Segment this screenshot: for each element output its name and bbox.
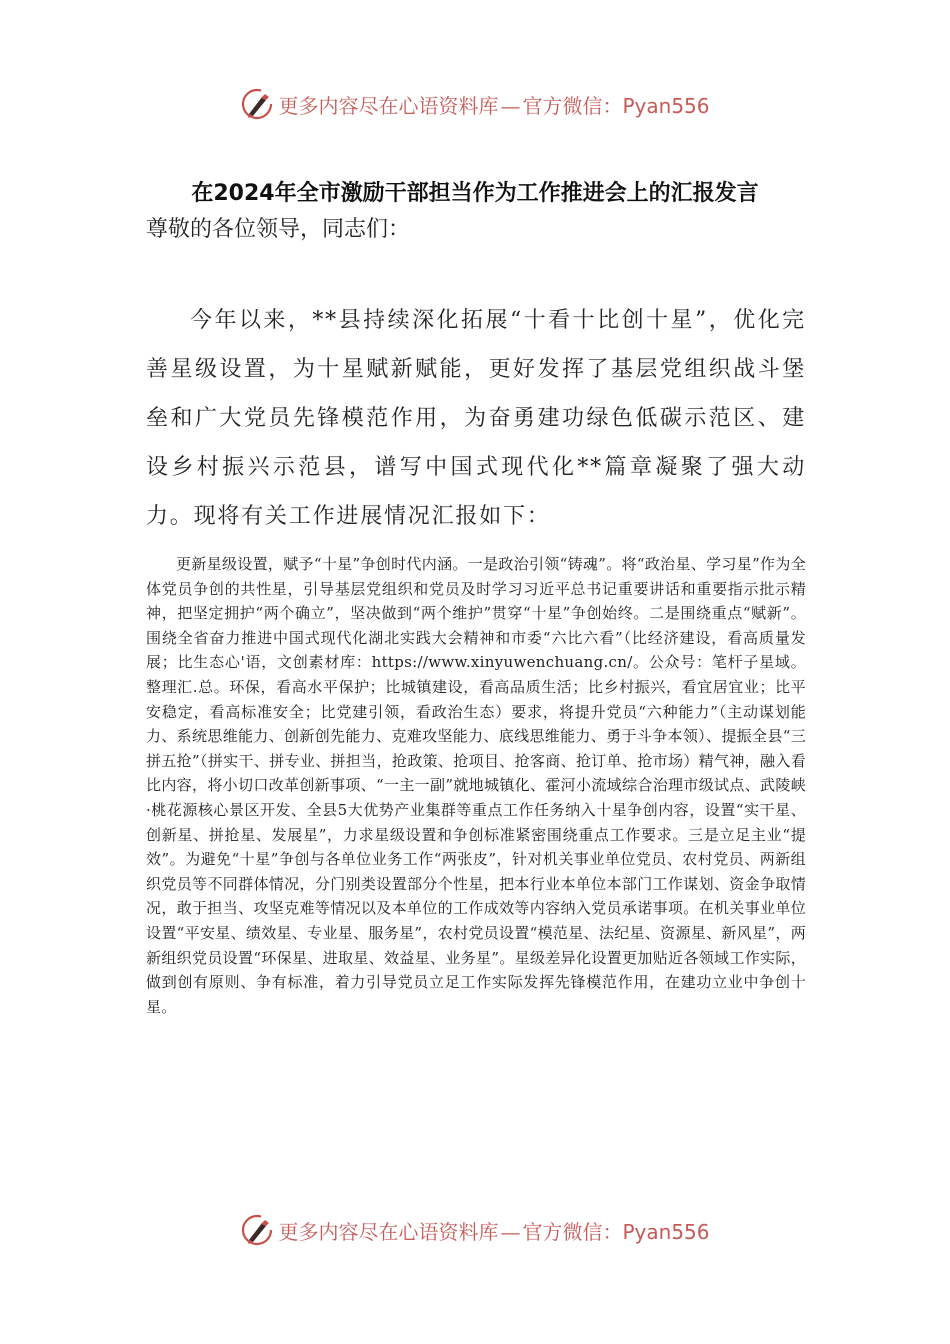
- pen-logo-icon: [240, 87, 274, 121]
- banner-wechat-id: Pyan556: [622, 1219, 710, 1244]
- salutation: 尊敬的各位领导，同志们：: [146, 217, 411, 242]
- footer-watermark-banner: [0, 1210, 950, 1250]
- banner-text: [278, 90, 709, 119]
- intro-paragraph: 今年以来，**县持续深化拓展“十看十比创十星”，优化完善星级设置，为十星赋新赋能，更好发挥了基层党组织战斗堡垒和广大党员先锋模范作用，为奋勇建功绿色低碳示范区、建设乡村振兴示范县，谱写中国式现代化**篇章凝聚了强大动力。现将有关工作进展情况汇报如下：: [146, 308, 806, 529]
- banner-wechat-label: 官方微信：: [522, 93, 623, 118]
- document-title: 在2024年全市激励干部担当作为工作推进会上的汇报发言: [191, 181, 759, 206]
- banner-wechat-label: 官方微信：: [522, 1219, 623, 1244]
- banner-dash: —: [500, 93, 521, 118]
- banner-library-text: 更多内容尽在心语资料库: [278, 93, 499, 118]
- banner-text: [278, 1216, 709, 1245]
- body-paragraph: 更新星级设置，赋予“十星”争创时代内涵。一是政治引领“铸魂”。将“政治星、学习星”作为全体党员争创的共性星，引导基层党组织和党员及时学习习近平总书记重要讲话和重要指示批示精神，把坚定拥护“两个确立”，坚决做到“两个维护”贯穿“十星”争创始终。二是围绕重点“赋新”。围绕全省奋力推进中国式现代化湖北实践大会精神和市委“六比六看”（比经济建设，看高质量发展；比生态心'语，文创素材库：https://www.xinyuwenchuang.cn/。公众号：笔杆子星域。整理汇.总。环保，看高水平保护；比城镇建设，看高品质生活；比乡村振兴，看宜居宜业；比平安稳定，看高标准安全；比党建引领，看政治生态）要求，将提升党员“六种能力”（主动谋划能力、系统思维能力、创新创先能力、克难攻坚能力、底线思维能力、勇于斗争本领）、提振全县“三拼五抢”（拼实干、拼专业、拼担当，抢政策、抢项目、抢客商、抢订单、抢市场）精气神，融入看比内容，将小切口改革创新事项、“一主一副”就地城镇化、霍河小流域综合治理市级试点、武陵峡·桃花源核心景区开发、全县5大优势产业集群等重点工作任务纳入十星争创内容，设置“实干星、创新星、拼抢星、发展星”，力求星级设置和争创标准紧密围绕重点工作要求。三是立足主业“提效”。为避免“十星”争创与各单位业务工作“两张皮”，针对机关事业单位党员、农村党员、两新组织党员等不同群体情况，分门别类设置部分个性星，把本行业本单位本部门工作谋划、资金争取情况，敢于担当、攻坚克难等情况以及本单位的工作成效等内容纳入党员承诺事项。在机关事业单位设置“平安星、绩效星、专业星、服务星”，农村党员设置“模范星、法纪星、资源星、新风星”，两新组织党员设置“环保星、进取星、效益星、业务星”。星级差异化设置更加贴近各领域工作实际，做到创有原则、争有标准，着力引导党员立足工作实际发挥先锋模范作用，在建功立业中争创十星。: [146, 555, 806, 1016]
- header-watermark-banner: [0, 84, 950, 124]
- banner-wechat-id: Pyan556: [622, 93, 710, 118]
- pen-logo-icon: [240, 1213, 274, 1247]
- banner-dash: —: [500, 1219, 521, 1244]
- banner-library-text: 更多内容尽在心语资料库: [278, 1219, 499, 1244]
